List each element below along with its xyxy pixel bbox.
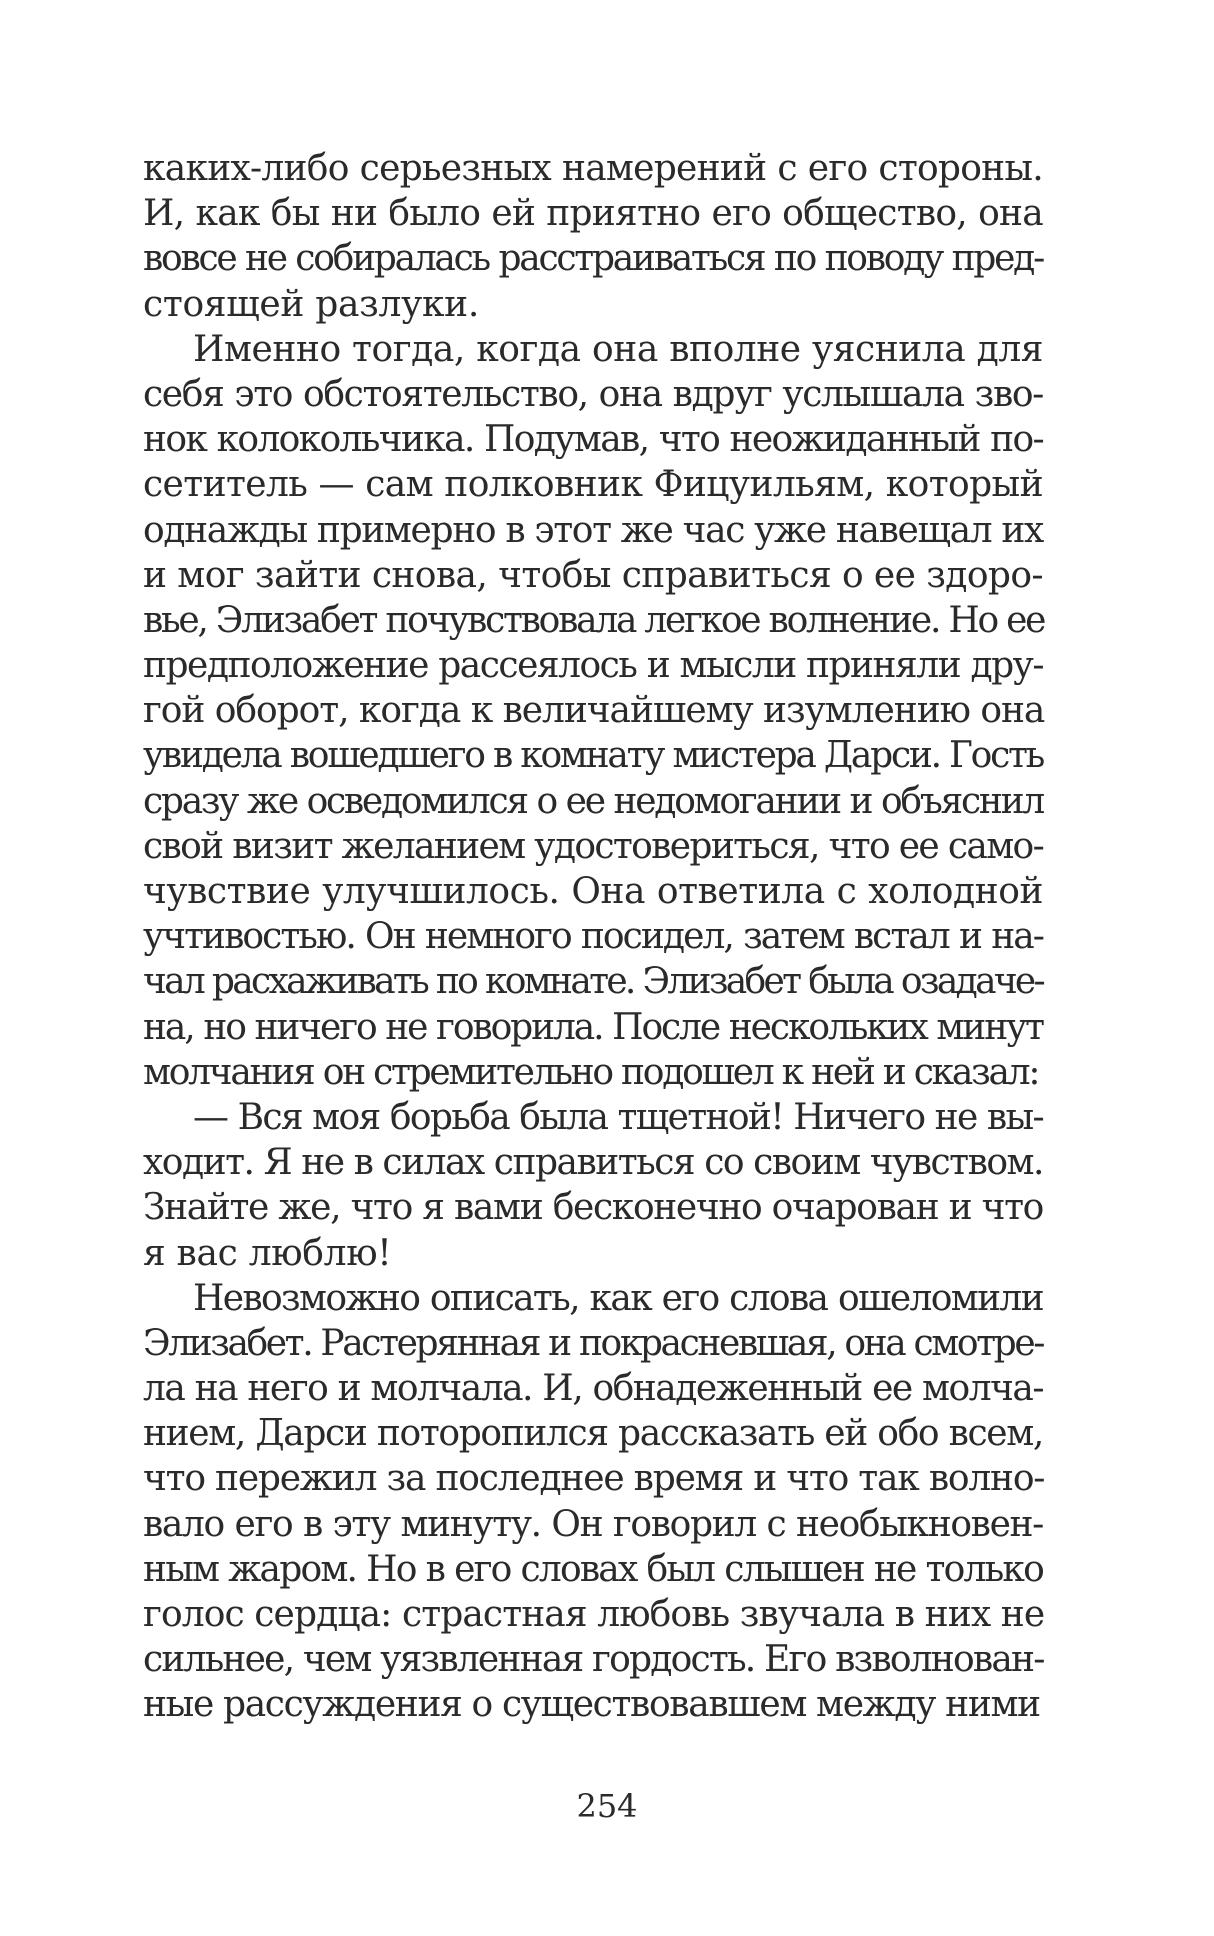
- text-line: нок колокольчика. Подумав, что неожиданный по-: [143, 419, 1043, 461]
- text-line: Знайте же, что я вами бесконечно очарован и что: [143, 1187, 1043, 1229]
- text-line: себя это обстоятельство, она вдруг услышала зво-: [143, 373, 1043, 415]
- text-line: чал расхаживать по комнате. Элизабет была озадаче-: [143, 961, 1043, 1003]
- text-line: ным жаром. Но в его словах был слышен не только: [143, 1548, 1043, 1590]
- text-line: увидела вошедшего в комнату мистера Дарси. Гость: [143, 735, 1043, 777]
- paragraph: [143, 1276, 1043, 1728]
- text-line: вье, Элизабет почувствовала легкое волнение. Но ее: [143, 599, 1045, 641]
- text-line: ходит. Я не в силах справиться со своим чувством.: [143, 1142, 1043, 1184]
- text-line: свой визит желанием удостовериться, что ее само-: [143, 825, 1044, 867]
- text-line: предположение рассеялось и мысли приняли дру-: [143, 645, 1043, 687]
- text-line: и мог зайти снова, чтобы справиться о ее здоро-: [143, 554, 1043, 596]
- text-line: я вас люблю!: [143, 1232, 392, 1274]
- text-line: голос сердца: страстная любовь звучала в них не: [143, 1594, 1045, 1635]
- text-line: на, но ничего не говорила. После нескольких минут: [143, 1006, 1043, 1048]
- text-line: ла на него и молчала. И, обнадеженный ее молча-: [143, 1368, 1043, 1410]
- text-line: Именно тогда, когда она вполне уяснила для: [193, 328, 1043, 370]
- text-line: учтивостью. Он немного посидел, затем встал и на-: [143, 916, 1043, 958]
- text-line: И, как бы ни было ей приятно его общество, она: [143, 193, 1043, 235]
- text-line: молчания он стремительно подошел к ней и сказал:: [143, 1051, 1039, 1093]
- text-line: сильнее, чем уязвленная гордость. Его взволнован-: [143, 1639, 1044, 1681]
- body-text: [143, 146, 1043, 1728]
- text-line: что пережил за последнее время и что так волно-: [143, 1458, 1045, 1500]
- paragraph: [143, 146, 1043, 327]
- text-line: сразу же осведомился о ее недомогании и объяснил: [143, 780, 1043, 822]
- paragraph: [143, 1095, 1043, 1276]
- text-line: каких-либо серьезных намерений с его стороны.: [143, 148, 1043, 189]
- text-line: вовсе не собиралась расстраиваться по поводу пред-: [143, 238, 1043, 280]
- text-line: чувствие улучшилось. Она ответила с холодной: [143, 871, 1043, 912]
- text-line: вало его в эту минуту. Он говорил с необыкновен-: [143, 1503, 1043, 1545]
- text-line: стоящей разлуки.: [143, 283, 480, 325]
- paragraph: [143, 327, 1043, 1095]
- text-line: Невозможно описать, как его слова ошеломили: [193, 1277, 1043, 1319]
- text-line: нием, Дарси поторопился рассказать ей обо всем,: [143, 1413, 1043, 1455]
- text-line: сетитель — сам полковник Фицуильям, который: [143, 464, 1043, 506]
- text-line: — Вся моя борьба была тщетной! Ничего не вы-: [193, 1096, 1043, 1138]
- text-line: гой оборот, когда к величайшему изумлению она: [143, 690, 1045, 732]
- page-number: 254: [576, 1787, 638, 1825]
- text-line: ные рассуждения о существовавшем между ними: [143, 1684, 1040, 1726]
- text-line: однажды примерно в этот же час уже навещал их: [143, 509, 1043, 551]
- text-line: Элизабет. Растерянная и покрасневшая, она смотре-: [143, 1322, 1043, 1364]
